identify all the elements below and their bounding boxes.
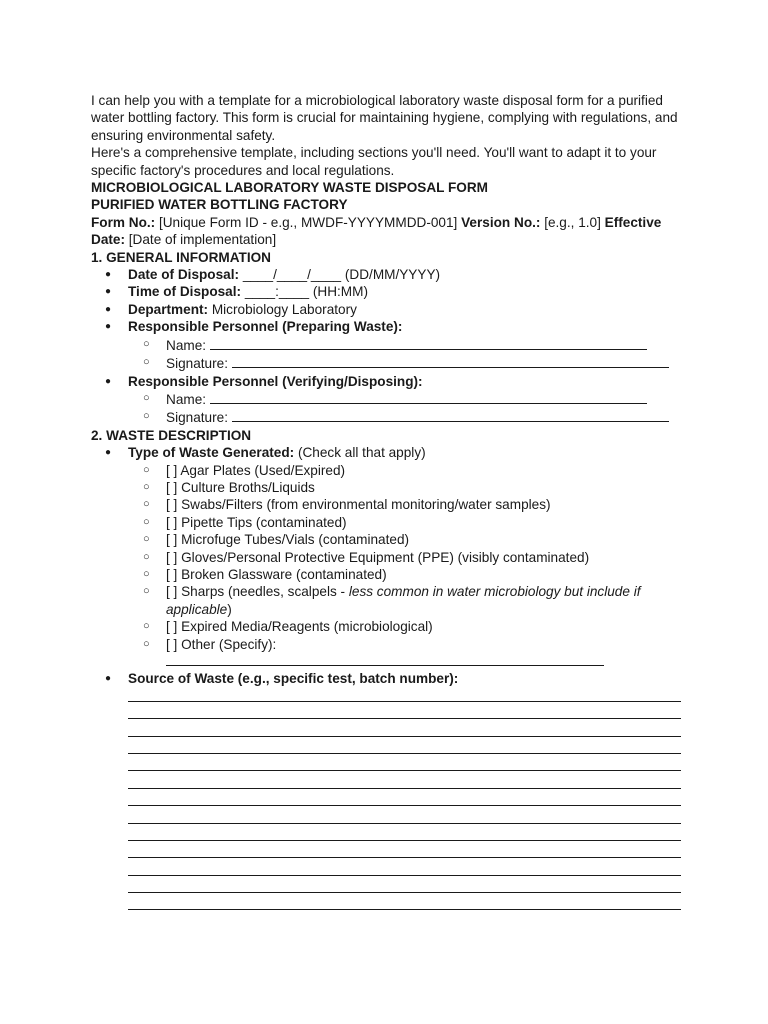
list-item	[91, 266, 681, 283]
date-of-disposal-label: Date of Disposal:	[128, 267, 240, 283]
waste-type-note: (Check all that apply)	[294, 445, 426, 461]
writing-line	[128, 757, 681, 774]
checklist-item[interactable]: ○ [ ] Expired Media/Reagents (microbiological)	[91, 618, 681, 635]
writing-line	[128, 705, 681, 722]
preparing-personnel-label: Responsible Personnel (Preparing Waste):	[128, 319, 403, 335]
section-1-heading: 1. GENERAL INFORMATION	[91, 249, 271, 265]
version-label: Version No.:	[461, 214, 541, 230]
checklist-item-sharps[interactable]	[91, 583, 681, 618]
writing-line	[128, 775, 681, 792]
other-specify-row	[166, 653, 681, 670]
time-of-disposal-field[interactable]: ____:____ (HH:MM)	[241, 284, 368, 300]
list-item	[91, 301, 681, 318]
list-item	[91, 318, 681, 372]
checklist-item[interactable]: ○ [ ] Swabs/Filters (from environmental monitoring/water samples)	[91, 496, 681, 513]
waste-description-list	[91, 444, 681, 914]
list-item	[91, 670, 681, 913]
general-info-list	[91, 266, 681, 427]
intro-paragraph-2: Here's a comprehensive template, including sections you'll need. You'll want to adapt it to your specific factory's procedures and local regulations.	[91, 145, 657, 178]
checklist-item[interactable]: ○ [ ] Culture Broths/Liquids	[91, 479, 681, 496]
checklist-item[interactable]: ○ [ ] Agar Plates (Used/Expired)	[91, 462, 681, 479]
writing-line	[128, 862, 681, 879]
name-label: Name:	[166, 337, 207, 353]
other-label: [ ] Other (Specify):	[166, 636, 277, 652]
list-item	[91, 373, 681, 427]
section-2-heading: 2. WASTE DESCRIPTION	[91, 427, 252, 443]
other-specify-field[interactable]	[166, 665, 604, 666]
form-meta-line	[91, 214, 681, 249]
intro-paragraph-1: I can help you with a template for a microbiological laboratory waste disposal form for a purified water bottling factory. This form is crucial for maintaining hygiene, complying with regulations, and ensuring environmental safety.	[91, 93, 678, 143]
department-value: Microbiology Laboratory	[208, 301, 357, 317]
list-item	[91, 390, 681, 408]
list-item	[91, 354, 681, 372]
checklist-item[interactable]: ○ [ ] Microfuge Tubes/Vials (contaminated)	[91, 531, 681, 548]
form-no-label: Form No.:	[91, 214, 156, 230]
writing-line	[128, 879, 681, 896]
department-label: Department:	[128, 301, 209, 317]
signature-label: Signature:	[166, 410, 228, 426]
writing-line	[128, 810, 681, 827]
effective-date-value: [Date of implementation]	[125, 232, 277, 248]
checklist-item-other[interactable]	[91, 636, 681, 671]
name-field[interactable]	[210, 390, 647, 404]
writing-line	[128, 740, 681, 757]
name-field[interactable]	[210, 336, 647, 350]
writing-line	[128, 688, 681, 705]
source-of-waste-label: Source of Waste (e.g., specific test, batch number):	[128, 671, 459, 687]
list-item	[91, 444, 681, 670]
writing-line	[128, 844, 681, 861]
waste-type-checklist	[128, 462, 681, 671]
date-of-disposal-field[interactable]: ____/____/____ (DD/MM/YYYY)	[239, 267, 441, 283]
document-page	[91, 92, 681, 914]
writing-line	[128, 792, 681, 809]
list-item	[91, 283, 681, 300]
checklist-item[interactable]: ○ [ ] Pipette Tips (contaminated)	[91, 514, 681, 531]
effective-date-label: Effective Date:	[91, 214, 662, 248]
form-title: MICROBIOLOGICAL LABORATORY WASTE DISPOSAL FORM	[91, 180, 488, 196]
signature-field[interactable]	[232, 408, 669, 422]
time-of-disposal-label: Time of Disposal:	[128, 284, 242, 300]
list-item	[91, 336, 681, 354]
sharps-note: less common in water microbiology but include if applicable	[166, 584, 641, 617]
verifying-personnel-fields	[128, 390, 681, 427]
version-value: [e.g., 1.0]	[540, 214, 605, 230]
verifying-personnel-label: Responsible Personnel (Verifying/Disposing):	[128, 373, 423, 389]
waste-type-label: Type of Waste Generated:	[128, 445, 295, 461]
checklist-item[interactable]: ○ [ ] Broken Glassware (contaminated)	[91, 566, 681, 583]
source-of-waste-field[interactable]	[128, 688, 681, 914]
checklist-item[interactable]: ○ [ ] Gloves/Personal Protective Equipment (PPE) (visibly contaminated)	[91, 549, 681, 566]
writing-line	[128, 723, 681, 740]
list-item	[91, 408, 681, 426]
signature-label: Signature:	[166, 356, 228, 372]
form-no-value: [Unique Form ID - e.g., MWDF-YYYYMMDD-001]	[155, 214, 462, 230]
signature-field[interactable]	[232, 354, 669, 368]
sharps-suffix: )	[227, 601, 232, 617]
preparing-personnel-fields	[128, 336, 681, 373]
writing-line	[128, 827, 681, 844]
writing-line	[128, 896, 681, 913]
sharps-prefix: [ ] Sharps (needles, scalpels -	[166, 584, 349, 600]
form-subtitle: PURIFIED WATER BOTTLING FACTORY	[91, 197, 348, 213]
name-label: Name:	[166, 391, 207, 407]
